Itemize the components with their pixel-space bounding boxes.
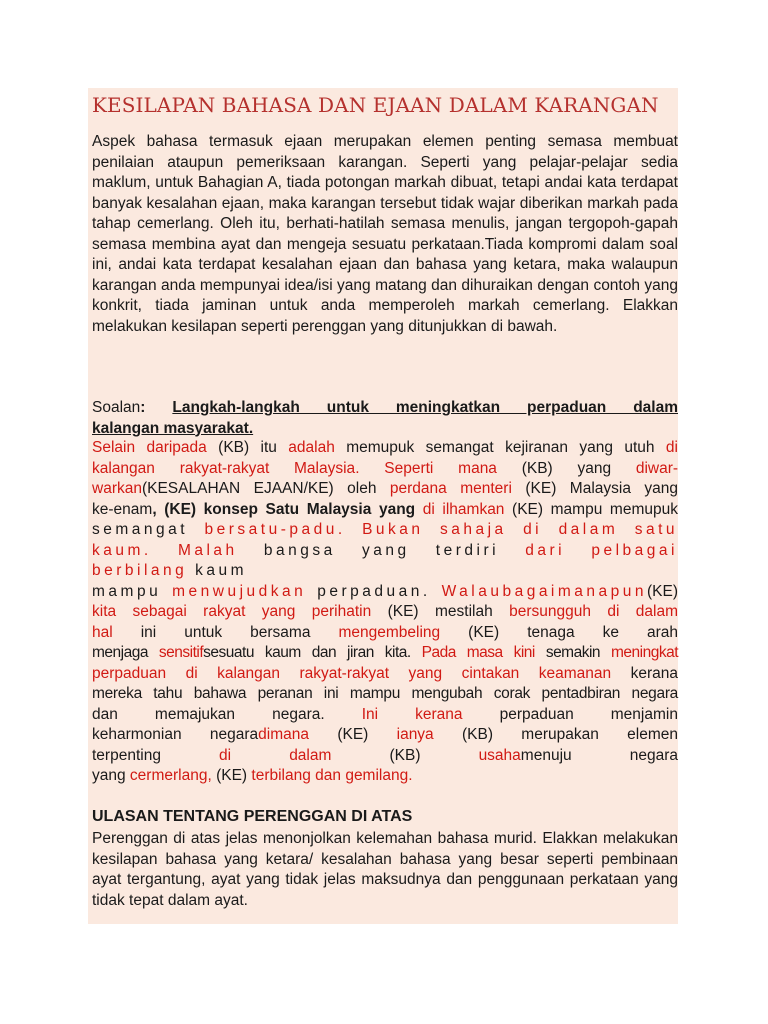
text: mampu	[92, 582, 162, 600]
sample-line	[92, 705, 678, 726]
text: sesuatu kaum dan jiran kita.	[203, 644, 422, 661]
text: (KB)	[331, 746, 479, 764]
text: perpaduan.	[317, 582, 431, 600]
sample-line	[92, 623, 678, 644]
text: bangsa	[263, 541, 336, 559]
text: semangat	[92, 521, 189, 538]
error-text: Ini	[361, 705, 379, 723]
question-line-1	[92, 398, 678, 419]
text: menjamin	[610, 705, 678, 723]
error-text: kita sebagai rakyat yang perihatin	[92, 603, 372, 620]
error-text: usaha	[478, 746, 521, 764]
text: ke-enam	[92, 500, 153, 518]
text: (KB) merupakan	[433, 726, 599, 743]
text: tenaga ke arah	[527, 623, 678, 641]
error-text: kalangan	[92, 459, 155, 477]
text: (KESALAHAN EJAAN/KE) oleh	[141, 480, 390, 497]
text: (KE)	[440, 623, 500, 641]
error-text: sahaja	[439, 521, 507, 538]
intro-paragraph: Aspek bahasa termasuk ejaan merupakan elemen penting semasa membuat penilaian ataupun pemeriksaan karangan. Seperti yang pelajar-pelajar sedia maklum, untuk Bahagian A, tiada potongan markah dibuat, tetapi andai kata terdapat banyak kesalahan ejaan, maka karangan tersebut tidak wajar diberikan markah pada tahap cemerlang. Oleh itu, berhati-hatilah semasa menulis, jangan tergopoh-gapah semasa membina ayat dan mengeja sesuatu perkataan.Tiada kompromi dalam soal ini, andai kata terdapat kesalahan ejaan dan bahasa yang ketara, maka walaupun karangan anda mempunyai idea/isi yang matang dan dihuraikan dengan contoh yang konkrit, tiada jaminan untuk anda memperoleh markah cemerlang. Elakkan melakukan kesilapan seperti perenggan yang ditunjukkan di bawah.	[92, 133, 678, 335]
text: kaum	[195, 562, 247, 579]
text: (KE)	[211, 767, 252, 784]
text: (KE) mestilah	[371, 603, 510, 620]
sample-line	[92, 479, 678, 500]
error-text: bersatu-padu.	[204, 521, 346, 538]
error-text: di ilhamkan	[422, 500, 505, 518]
text: (KE) Malaysia yang	[511, 480, 679, 497]
text: , (KE) konsep Satu Malaysia yang	[152, 500, 423, 518]
sample-line	[92, 664, 678, 685]
text: kerana	[611, 664, 679, 682]
question-text-1: Langkah-langkah untuk meningkatkan perpaduan dalam	[172, 399, 678, 416]
sample-line	[92, 582, 678, 603]
error-text: satu	[634, 521, 679, 538]
error-text: dimana	[258, 726, 310, 743]
error-text: di	[219, 746, 232, 764]
error-text: .	[355, 459, 360, 477]
sample-line	[92, 746, 678, 767]
error-text: bersungguh di dalam	[509, 603, 678, 620]
error-text: kerana	[415, 705, 463, 723]
error-text: berbilang	[92, 562, 188, 579]
error-text: Pada masa kini	[421, 644, 535, 661]
question-colon: :	[140, 399, 173, 416]
text: terpenting	[92, 746, 161, 764]
error-text: kaum.	[92, 541, 152, 559]
error-text: cermerlang,	[129, 767, 212, 784]
error-text: mana	[458, 459, 497, 477]
error-text: Malah	[177, 541, 238, 559]
error-text: perpaduan di kalangan rakyat-rakyat yang cintakan keamanan	[92, 664, 612, 682]
text: negara.	[272, 705, 325, 723]
document-title: KESILAPAN BAHASA DAN EJAAN DALAM KARANGAN	[92, 93, 659, 117]
error-text: Seperti	[384, 459, 434, 477]
error-text: Bukan	[362, 521, 424, 538]
error-text: diwar-	[635, 459, 679, 477]
question-line-2	[92, 419, 678, 440]
error-text: meningkat	[610, 644, 678, 661]
sample-line	[92, 725, 678, 746]
text: untuk	[184, 623, 223, 641]
text: menuju	[520, 746, 572, 764]
error-text: dalam	[289, 746, 332, 764]
sample-line	[92, 459, 678, 480]
error-text: terbilang dan gemilang.	[251, 767, 413, 784]
error-text: adalah	[288, 439, 335, 456]
error-text: sensitif	[158, 644, 204, 661]
sample-line: mereka tahu bahawa peranan ini mampu mengubah corak pentadbiran negara	[92, 685, 678, 702]
text: (KE)	[647, 582, 679, 600]
error-text: Selain daripada	[92, 439, 207, 456]
text: (KE) mampu memupuk	[504, 500, 678, 518]
sample-paragraph	[92, 438, 678, 787]
error-text: ianya	[396, 726, 434, 743]
error-text: Walaubagaimanapun	[441, 582, 648, 600]
text: bersama	[250, 623, 339, 641]
question-text-2: kalangan masyarakat.	[92, 419, 254, 437]
text: dan	[92, 705, 118, 723]
text: (KB) yang	[496, 459, 636, 477]
sample-line	[92, 500, 678, 521]
sample-line	[92, 561, 678, 582]
error-text: hal	[92, 623, 113, 641]
question-label: Soalan	[92, 399, 141, 416]
error-text: perdana menteri	[389, 480, 512, 497]
text: ini	[112, 623, 157, 641]
error-text: warkan	[92, 480, 142, 497]
error-text: rakyat-rakyat Malaysia	[179, 459, 356, 477]
error-text: pelbagai	[591, 541, 678, 559]
sample-line	[92, 602, 678, 623]
error-text: menwujudkan	[172, 582, 307, 600]
text: negara	[629, 746, 678, 764]
text: menjaga	[92, 644, 159, 661]
text: yang	[92, 767, 130, 784]
review-paragraph: Perenggan di atas jelas menonjolkan kelemahan bahasa murid. Elakkan melakukan kesilapan bahasa yang ketara/ kesalahan bahasa yang besar seperti pembinaan ayat tergantung, ayat yang tidak jelas maksudnya dan penggunaan perkataan yang tidak tepat dalam ayat.	[92, 830, 678, 909]
error-text: di	[523, 521, 543, 538]
text: semakin	[534, 644, 611, 661]
review-heading: ULASAN TENTANG PERENGGAN DI ATAS	[92, 808, 413, 825]
question-block	[92, 398, 678, 439]
text: elemen	[627, 726, 678, 743]
sample-line	[92, 643, 678, 664]
text: yang	[361, 541, 410, 559]
text: perpaduan	[462, 705, 574, 723]
sample-line	[92, 520, 678, 541]
text: memupuk semangat kejiranan yang utuh	[334, 439, 666, 456]
sample-line	[92, 766, 678, 787]
text: (KB) itu	[206, 439, 289, 456]
sample-line	[92, 438, 678, 459]
text: (KE)	[309, 726, 397, 743]
error-text: mengembeling	[338, 623, 441, 641]
error-text: dari	[525, 541, 566, 559]
text: terdiri	[435, 541, 500, 559]
error-text: di	[665, 439, 678, 456]
text: memajukan	[154, 705, 236, 723]
text: keharmonian negara	[92, 726, 259, 743]
sample-line	[92, 541, 678, 562]
error-text: dalam	[558, 521, 619, 538]
